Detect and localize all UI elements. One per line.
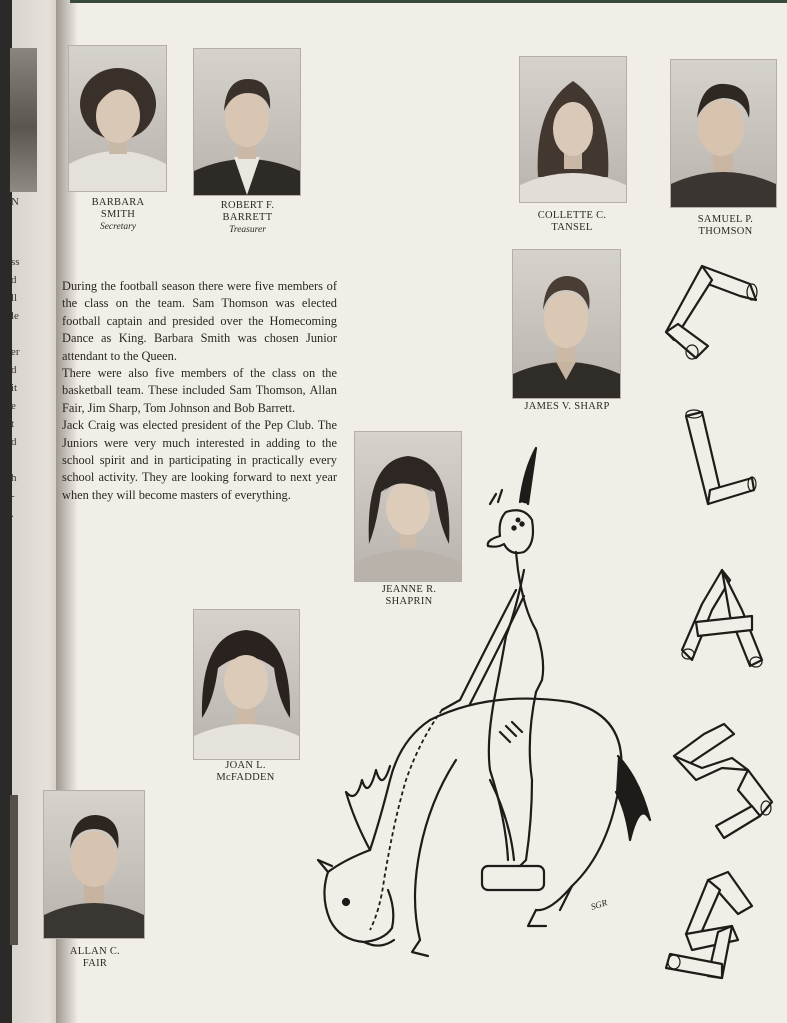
caption-line: JOAN L. (225, 760, 266, 771)
caption-role: Secretary (99, 222, 137, 232)
bronco-rider-drawing (310, 440, 670, 980)
left-fragment: d (11, 274, 17, 286)
caption-line: THOMSON (698, 226, 753, 237)
caption-james-sharp (512, 401, 622, 413)
left-fragment: N (11, 196, 19, 208)
previous-page-photo (10, 48, 37, 192)
left-fragment: ss (11, 256, 20, 268)
caption-line: McFADDEN (216, 772, 275, 783)
left-fragment: - (11, 490, 15, 502)
portrait-collette-tansel (519, 56, 627, 203)
caption-barbara-smith (78, 197, 158, 233)
caption-joan-mcfadden (203, 760, 288, 784)
artist-signature: SGR (589, 897, 609, 912)
caption-line: BARRETT (222, 212, 273, 223)
caption-robert-barrett (205, 200, 290, 236)
left-fragment: d (11, 364, 17, 376)
caption-line: JEANNE R. (381, 584, 437, 595)
class-log-letters-drawing (652, 250, 782, 1000)
left-fragment: ll (11, 292, 18, 304)
caption-line: SMITH (100, 209, 136, 220)
portrait-james-sharp (512, 249, 621, 399)
portrait-joan-mcfadden (193, 609, 300, 760)
caption-line: TANSEL (551, 222, 593, 233)
caption-line: SHAPRIN (385, 596, 433, 607)
caption-role: Treasurer (229, 225, 266, 235)
caption-collette-tansel (527, 210, 617, 234)
caption-line: ROBERT F. (220, 200, 275, 211)
portrait-robert-barrett (193, 48, 301, 196)
portrait-samuel-thomson (670, 59, 777, 208)
portrait-allan-fair (43, 790, 145, 939)
left-fragment: d (11, 436, 17, 448)
left-fragment: t (11, 418, 15, 430)
left-fragment: e (11, 400, 16, 412)
portrait-barbara-smith (68, 45, 167, 192)
previous-page-photo (10, 795, 18, 945)
caption-line: FAIR (82, 958, 108, 969)
caption-line: JAMES V. SHARP (524, 401, 610, 412)
left-fragment: . (11, 508, 14, 520)
left-fragment: h (11, 472, 17, 484)
caption-line: SAMUEL P. (697, 214, 754, 225)
caption-line: BARBARA (91, 197, 145, 208)
paragraph: Jack Craig was elected president of the Pep Club. The Juniors were very much interested in adding to the school spirit and in participating in practically every school activity. They are looking forward to next year when they will become masters of everything. (62, 418, 337, 502)
left-fragment: le (11, 310, 19, 322)
left-fragment: er (11, 346, 20, 358)
class-summary-text (62, 278, 337, 504)
left-fragment: it (11, 382, 18, 394)
caption-line: ALLAN C. (69, 946, 121, 957)
caption-allan-fair (50, 946, 140, 970)
caption-samuel-thomson (683, 214, 768, 238)
paragraph: There were also five members of the class on the basketball team. These included Sam Thomson, Allan Fair, Jim Sharp, Tom Johnson and Bob Barrett. (62, 366, 337, 415)
paragraph: During the football season there were five members of the class on the team. Sam Thomson was elected football captain and presided over the Homecoming Dance as King. Barbara Smith was chosen Junior attendant to the Queen. (62, 279, 337, 363)
caption-line: COLLETTE C. (537, 210, 607, 221)
top-edge (70, 0, 787, 3)
